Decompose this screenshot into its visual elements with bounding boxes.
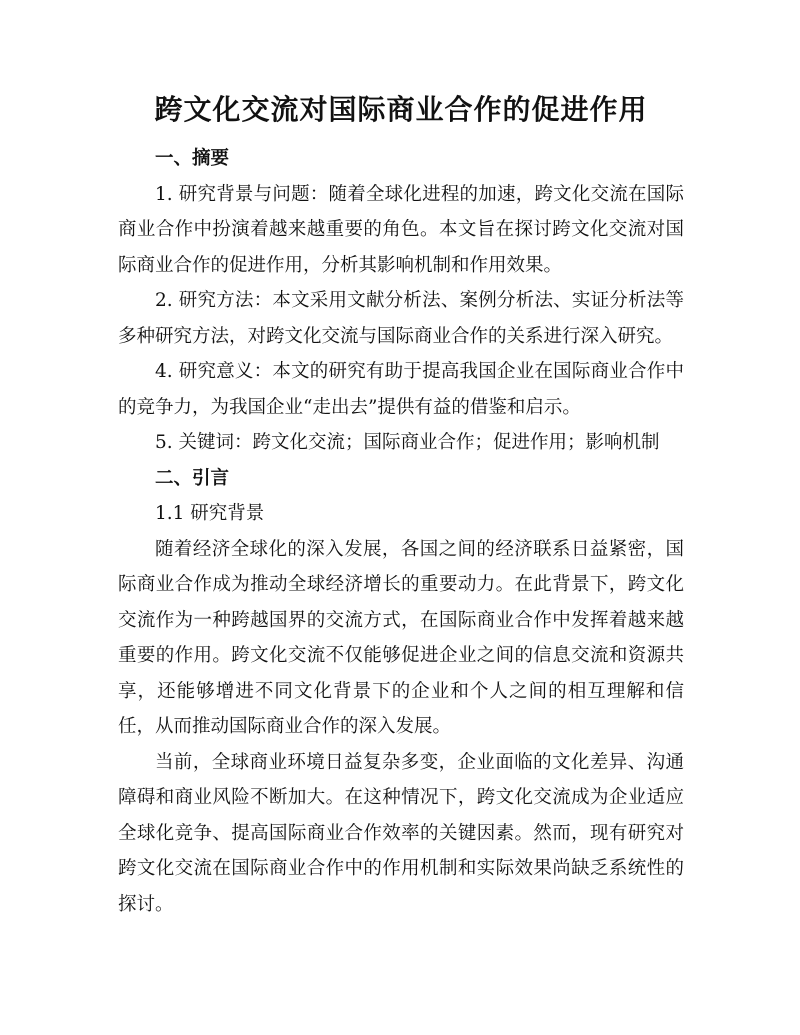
abstract-item-methods: 2. 研究方法：本文采用文献分析法、案例分析法、实证分析法等多种研究方法，对跨文化交流与国际商业合作的关系进行深入研究。 (118, 290, 684, 347)
document-title: 跨文化交流对国际商业合作的促进作用 (154, 93, 648, 126)
section-heading-abstract: 一、摘要 (155, 148, 230, 169)
section-heading-introduction: 二、引言 (155, 467, 230, 489)
abstract-item-background: 1. 研究背景与问题：随着全球化进程的加速，跨文化交流在国际商业合作中扮演着越来越重要的角色。本文旨在探讨跨文化交流对国际商业合作的促进作用，分析其影响机制和作用效果。 (118, 183, 684, 276)
abstract-item-keywords: 5. 关键词：跨文化交流；国际商业合作；促进作用；影响机制 (155, 432, 660, 453)
subsection-heading-background: 1.1 研究背景 (155, 503, 265, 524)
intro-paragraph-1: 随着经济全球化的深入发展，各国之间的经济联系日益紧密，国际商业合作成为推动全球经济增长的重要动力。在此背景下，跨文化交流作为一种跨越国界的交流方式，在国际商业合作中发挥着越来越重要的作用。跨文化交流不仅能够促进企业之间的信息交流和资源共享，还能够增进不同文化背景下的企业和个人之间的相互理解和信任，从而推动国际商业合作的深入发展。 (118, 538, 684, 737)
abstract-item-significance: 4. 研究意义：本文的研究有助于提高我国企业在国际商业合作中的竞争力，为我国企业“走出去”提供有益的借鉴和启示。 (118, 361, 684, 418)
document-body (118, 141, 684, 922)
intro-paragraph-2: 当前，全球商业环境日益复杂多变，企业面临的文化差异、沟通障碍和商业风险不断加大。在这种情况下，跨文化交流成为企业适应全球化竞争、提高国际商业合作效率的关键因素。然而，现有研究对跨文化交流在国际商业合作中的作用机制和实际效果尚缺乏系统性的探讨。 (118, 751, 684, 915)
